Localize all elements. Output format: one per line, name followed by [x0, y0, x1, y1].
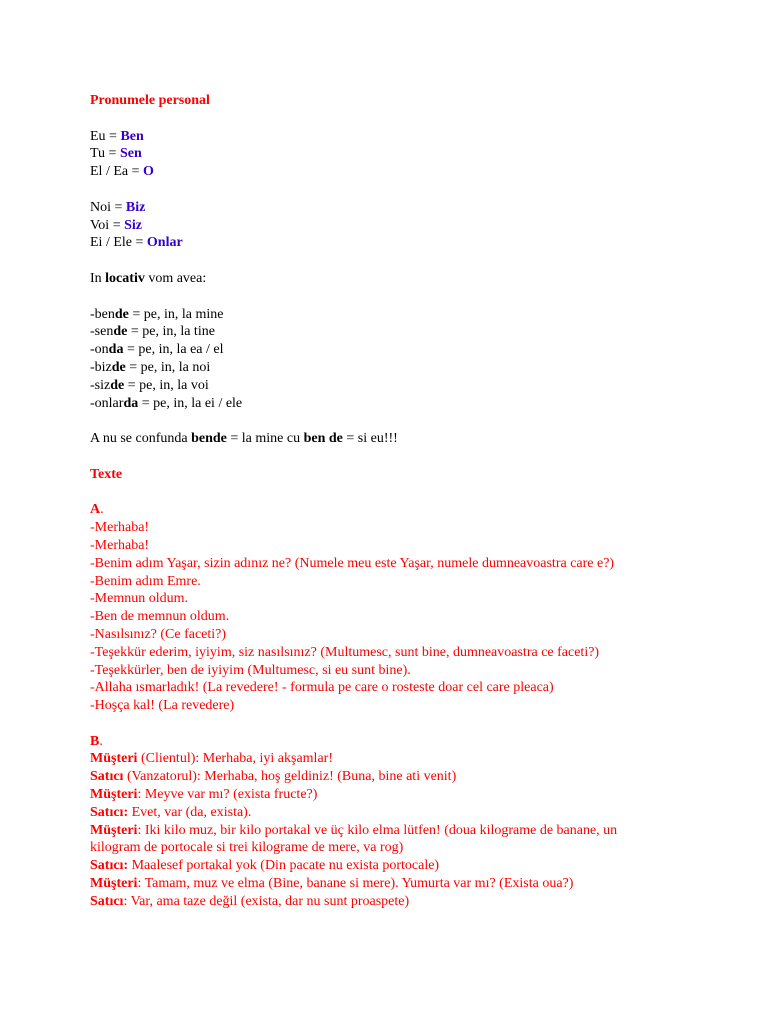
dialog-a-line: -Memnun oldum.: [90, 591, 188, 607]
locative-meaning: = pe, in, la voi: [124, 377, 209, 393]
dialog-a-line: -Benim adım Yaşar, sizin adınız ne? (Numele meu este Yaşar, numele dumneavoastra care e?): [90, 555, 615, 571]
locative-form: [90, 306, 760, 324]
warning-bold: bende: [191, 431, 227, 447]
utterance: Maalesef portakal yok (Din pacate nu exista portocale): [128, 858, 440, 874]
utterance: Evet, var (da, exista).: [128, 804, 252, 820]
utterance: (Clientul): Merhaba, iyi akşamlar!: [137, 751, 333, 767]
dialog-a-line: -Nasılsınız? (Ce faceti?): [90, 626, 227, 642]
dialog-b-label: [90, 733, 760, 751]
warning-text: = si eu!!!: [342, 431, 398, 447]
speaker: Satıcı:: [90, 804, 129, 820]
dialog-b-line: [90, 857, 760, 875]
heading-texts: Texte: [90, 466, 123, 482]
dialog-a-line: -Hoşça kal! (La revedere): [90, 698, 235, 714]
pronoun-romanian: Ei / Ele =: [90, 235, 147, 251]
locative-suffix: da: [108, 342, 124, 358]
spacer: [90, 715, 760, 733]
confusion-warning: [90, 430, 760, 448]
warning-bold: ben de: [303, 431, 343, 447]
dialog-b-line: [90, 804, 760, 822]
pronoun-turkish: Onlar: [146, 235, 183, 251]
locative-suffix: de: [113, 324, 128, 340]
pronoun-line: [90, 128, 760, 146]
pronoun-romanian: Voi =: [90, 217, 125, 233]
document-page: [90, 92, 760, 911]
locative-stem: -on: [90, 342, 109, 358]
locative-suffix: de: [111, 359, 126, 375]
pronoun-line: [90, 199, 760, 217]
locativ-pre: In: [90, 270, 106, 286]
pronoun-line: [90, 145, 760, 163]
locative-suffix: de: [114, 306, 129, 322]
locative-form: [90, 359, 760, 377]
pronoun-romanian: Noi =: [90, 199, 126, 215]
dialog-label: A: [90, 502, 101, 518]
dialog-b-line: [90, 893, 760, 911]
spacer: [90, 288, 760, 306]
dialog-label: B: [90, 733, 100, 749]
speaker: Satıcı: [90, 893, 124, 909]
speaker: Müşteri: [90, 822, 138, 838]
pronoun-turkish: O: [143, 164, 154, 180]
pronoun-turkish: Siz: [124, 217, 142, 233]
dialog-a-line: -Benim adım Emre.: [90, 573, 201, 589]
speaker: Satıcı: [90, 769, 124, 785]
locative-stem: -ben: [90, 306, 115, 322]
spacer: [90, 110, 760, 128]
utterance: (Vanzatorul): Merhaba, hoş geldiniz! (Buna, bine ati venit): [123, 769, 457, 785]
heading-personal-pronouns: Pronumele personal: [90, 93, 210, 108]
speaker: Müşteri: [90, 876, 138, 892]
dialog-a-line: -Teşekkürler, ben de iyiyim (Multumesc, si eu sunt bine).: [90, 662, 411, 678]
spacer: [90, 181, 760, 199]
pronoun-romanian: El / Ea =: [90, 164, 143, 180]
locative-form: [90, 395, 760, 413]
dialog-a-line: -Allaha ısmarladık! (La revedere! - formula pe care o rosteste doar cel care pleaca): [90, 680, 554, 696]
dialog-a-line: -Merhaba!: [90, 537, 150, 553]
locativ-bold: locativ: [105, 270, 145, 286]
warning-text: = la mine cu: [226, 431, 304, 447]
pronoun-line: [90, 217, 760, 235]
pronoun-turkish: Sen: [119, 146, 142, 162]
utterance: : Var, ama taze değil (exista, dar nu sunt proaspete): [123, 893, 410, 909]
locativ-intro: [90, 270, 760, 288]
utterance: : Meyve var mı? (exista fructe?): [137, 787, 318, 803]
spacer: [90, 448, 760, 466]
pronoun-line: [90, 163, 760, 181]
pronoun-romanian: Tu =: [90, 146, 120, 162]
speaker: Müşteri: [90, 787, 138, 803]
dialog-a-line: -Teşekkür ederim, iyiyim, siz nasılsınız? (Multumesc, sunt bine, dumneavoastra ce faceti?): [90, 644, 600, 660]
locative-form: [90, 341, 760, 359]
locative-stem: -biz: [90, 359, 112, 375]
locative-meaning: = pe, in, la ea / el: [123, 342, 224, 358]
dialog-b-line: [90, 768, 760, 786]
dialog-a-line: -Ben de memnun oldum.: [90, 609, 230, 625]
locative-suffix: da: [123, 395, 139, 411]
utterance: : Iki kilo muz, bir kilo portakal ve üç kilo elma lütfen! (doua kilograme de banane, un kilogram de portocale si trei kilograme de mere, va rog): [90, 822, 618, 856]
utterance: : Tamam, muz ve elma (Bine, banane si mere). Yumurta var mı? (Exista oua?): [137, 876, 574, 892]
locative-stem: -sen: [90, 324, 114, 340]
speaker: Satıcı:: [90, 858, 129, 874]
dialog-label-dot: .: [100, 502, 104, 518]
locativ-post: vom avea:: [144, 270, 207, 286]
dialog-label-dot: .: [99, 733, 103, 749]
warning-text: A nu se confunda: [90, 431, 192, 447]
locative-form: [90, 323, 760, 341]
pronoun-romanian: Eu =: [90, 128, 121, 144]
locative-stem: -onlar: [90, 395, 124, 411]
locative-meaning: = pe, in, la noi: [125, 359, 211, 375]
dialog-b-line: [90, 750, 760, 768]
spacer: [90, 252, 760, 270]
locative-form: [90, 377, 760, 395]
dialog-a-line: -Merhaba!: [90, 520, 150, 536]
dialog-b-line: [90, 875, 760, 893]
pronoun-turkish: Ben: [120, 128, 144, 144]
pronoun-turkish: Biz: [125, 199, 146, 215]
dialog-a-label: [90, 501, 760, 519]
spacer: [90, 412, 760, 430]
locative-meaning: = pe, in, la tine: [127, 324, 215, 340]
dialog-b-line: [90, 786, 760, 804]
dialog-b-line: [90, 822, 670, 858]
locative-suffix: de: [110, 377, 125, 393]
pronoun-line: [90, 234, 760, 252]
spacer: [90, 484, 760, 502]
locative-meaning: = pe, in, la mine: [128, 306, 224, 322]
speaker: Müşteri: [90, 751, 138, 767]
locative-meaning: = pe, in, la ei / ele: [138, 395, 243, 411]
locative-stem: -siz: [90, 377, 111, 393]
